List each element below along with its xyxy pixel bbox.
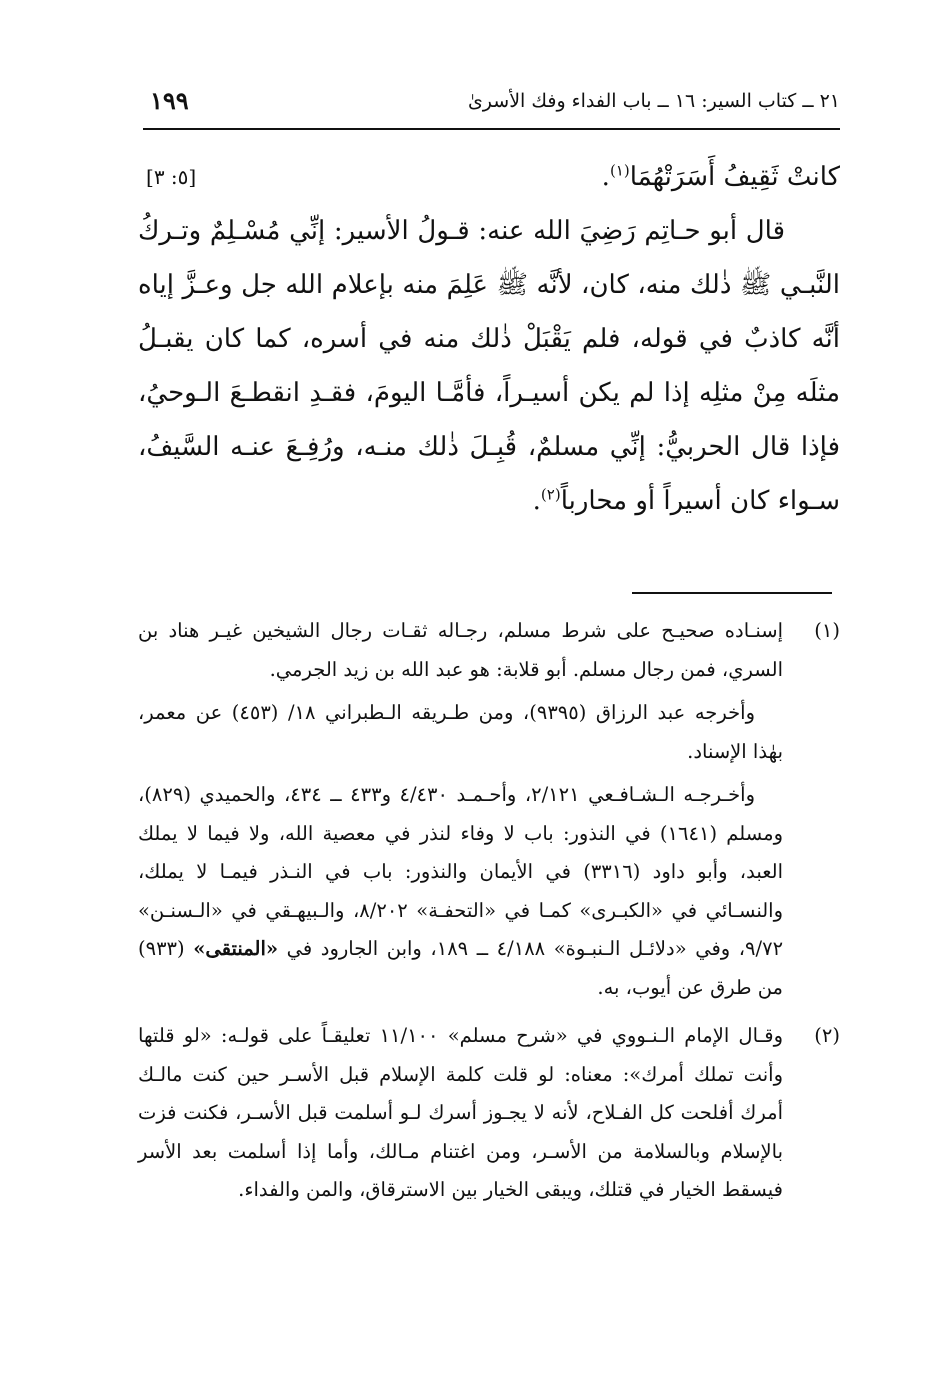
footnote-paragraph: إسنـاده صحيـح على شرط مسلم، رجـاله ثقـات رجال الشيخين غيـر هناد بن السري، فمن رجال مسلم. أبو قلابة: هو عبد الله بن زيد الجرمي. (138, 619, 783, 681)
footnote-paragraph (138, 776, 783, 1007)
footnote-paragraph: وأخرجه عبد الرزاق (٩٣٩٥)، ومن طـريقه الـطبراني ١٨/ (٤٥٣) عن معمر، بهٰذا الإسناد. (138, 701, 783, 763)
commentary-text: قال أبو حـاتِم رَضِيَ الله عنه: قـولُ الأسير: إنِّي مُسْـلِمٌ وتـركُ النَّبـي ﷺ ذٰلك منه، كان، لأنَّه ﷺ عَلِمَ منه بإعلام الله جل وعـزَّ إياه أنَّه كاذبٌ في قوله، فلم يَقْبَلْ ذٰلك منه في أسره، كما كان يقبـلُ مثلَه مِنْ مثلِه إذا لم يكن أسيـراً، فأمَّـا اليومَ، فقـدِ انقطـعَ الـوحيُ، فإذا قال الحربيُّ: إنِّي مسلمٌ، قُبِـلَ ذٰلك منـه، ورُفِـعَ عنـه السَّيفُ، سـواء كان أسيراً أو محارباً (138, 216, 840, 516)
opening-line-text: كانتْ ثَقِيفُ أَسَرَتْهُمَا (629, 162, 840, 192)
footnote-text: وابن الجارود في (286, 937, 422, 960)
opening-line-end: . (601, 162, 610, 192)
footnote-number: (١) (814, 619, 840, 642)
main-text (138, 150, 840, 528)
footnote-separator (632, 592, 832, 594)
page-number: ١٩٩ (150, 86, 189, 115)
footnote-number: (٢) (814, 1024, 840, 1047)
footnotes (138, 612, 840, 1210)
hadith-reference: [٥: ٣] (146, 165, 197, 189)
footnote-marker-2: (٢) (540, 485, 561, 504)
footnote-text: وأخـرجـه الـشـافـعي ٢/١٢١، وأحـمـد ٤/٤٣٠ و٤٣٣ ــ ٤٣٤، والحميدي (٨٢٩)، ومسلم (١٦٤١) في النذور: باب لا وفاء لنذر في معصية الله، ولا فيما لا يملك العبد، وأبو داود (٣٣١٦) في الأيمان والنذور: باب في النـذر فيمـا لا يملك، والنسـائي في «الكبـرى» كمـا في «التحفـة» ٨/٢٠٢، والـبيهـقي في «الـسنـن» ٩/٧٢، وفي «دلائـل الـنبـوة» ٤/١٨٨ ــ ١٨٩، (138, 783, 784, 960)
footnote-2 (138, 1017, 840, 1210)
commentary-end: . (532, 486, 541, 516)
opening-line (138, 150, 840, 204)
footnote-paragraph: وقـال الإمام الـنـووي في «شرح مسلم» ١١/١٠٠ تعليقـاً على قولـه: «لو قلتها وأنت تملك أمرك»: معناه: لو قلت كلمة الإسلام قبل الأسـر حين كنت مالـك أمرك أفلحت كل الفـلاح، لأنه لا يجـوز أسرك لـو أسلمت قبل الأسـر، فكنت فزت بالإسلام وبالسلامة من الأسـر، ومن اغتنام مـالك، وأما إذا أسلمت بعد الأسر فيسقط الخيار في قتلك، ويبقى الخيار بين الاسترقاق، والمن والفداء. (138, 1024, 783, 1201)
commentary-paragraph (138, 204, 840, 528)
footnote-marker-1: (١) (609, 161, 630, 180)
running-title: ٢١ ــ كتاب السير: ١٦ ــ باب الفداء وفك الأسرىٰ (467, 90, 840, 112)
header-rule (143, 128, 840, 130)
footnote-text: (٩٣٣) من طرق عن أيوب، به. (138, 937, 783, 999)
footnote-1 (138, 612, 840, 1007)
book-title-bold: «المنتقى» (193, 937, 279, 960)
page-header (140, 86, 840, 126)
